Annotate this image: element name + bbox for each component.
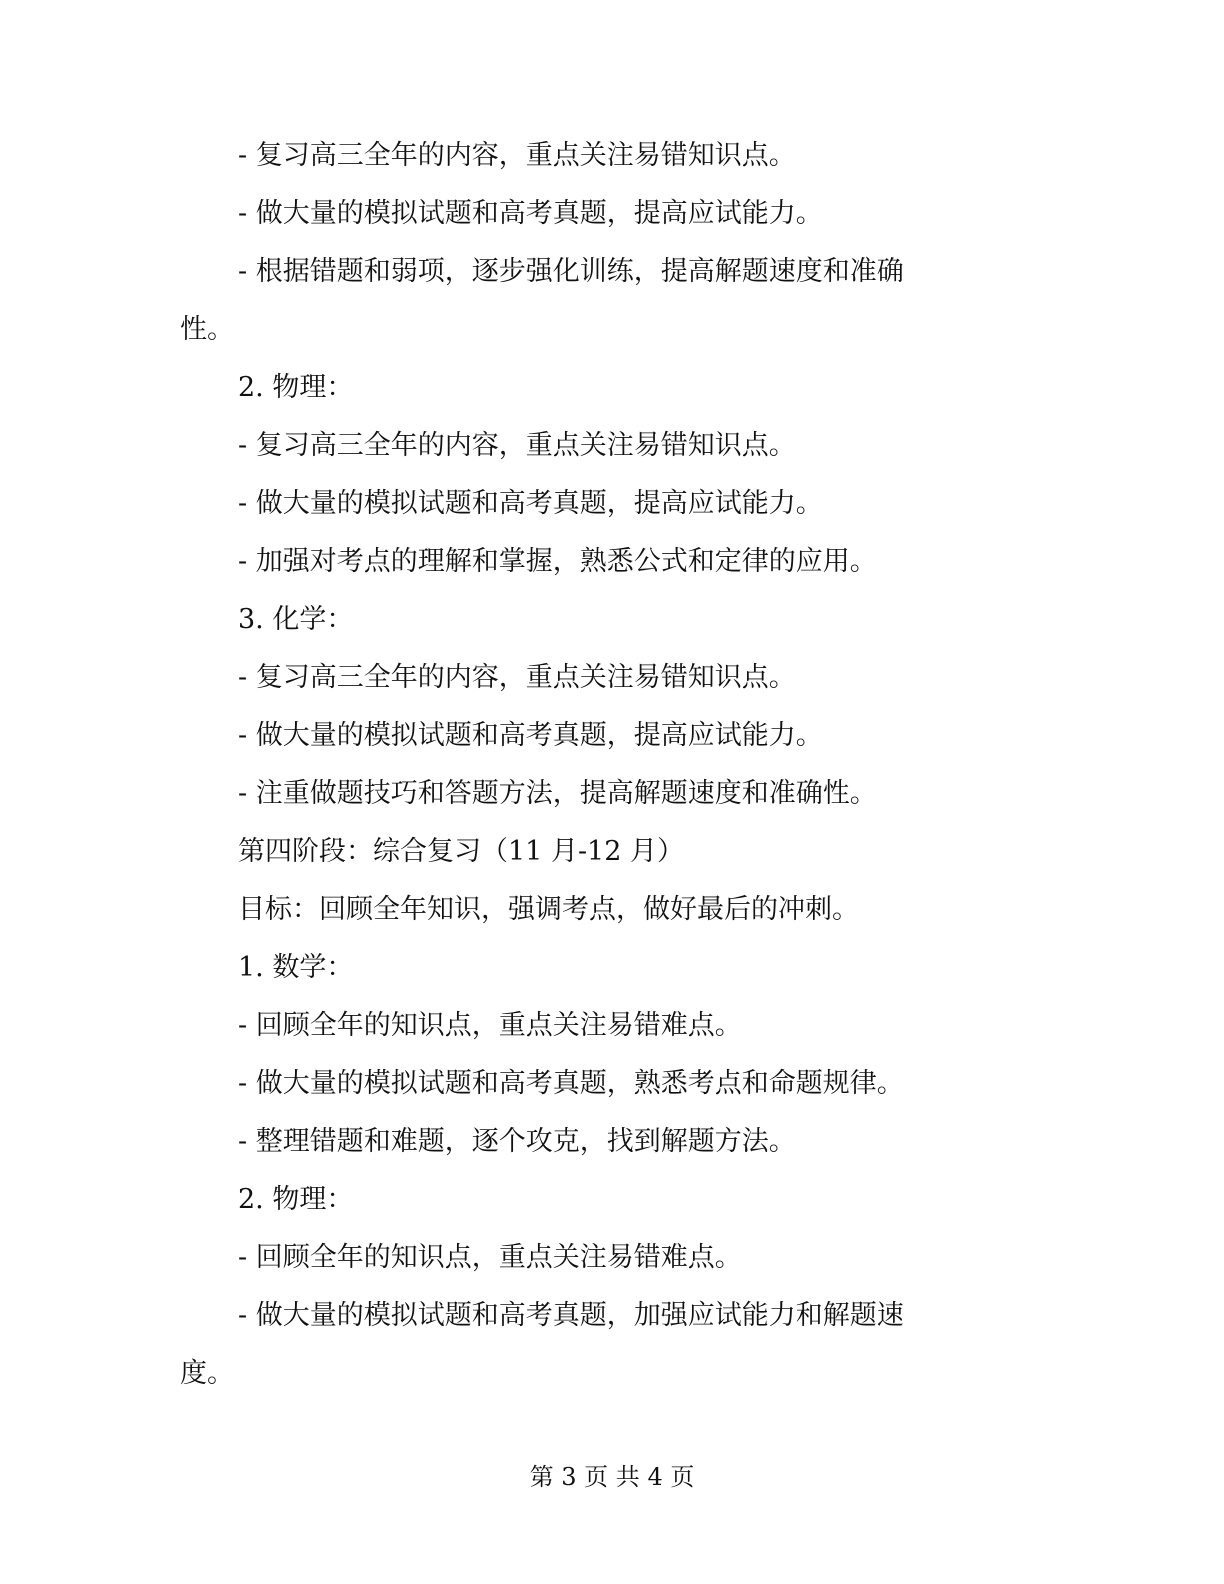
stage-heading: 第四阶段：综合复习（11 月-12 月） bbox=[238, 836, 685, 867]
bullet-line: - 复习高三全年的内容，重点关注易错知识点。 bbox=[238, 662, 796, 693]
bullet-line: - 做大量的模拟试题和高考真题，熟悉考点和命题规律。 bbox=[238, 1068, 904, 1099]
document-body bbox=[180, 127, 990, 1403]
bullet-line: - 回顾全年的知识点，重点关注易错难点。 bbox=[238, 1010, 742, 1041]
bullet-line: - 回顾全年的知识点，重点关注易错难点。 bbox=[238, 1242, 742, 1273]
bullet-line-continuation: 性。 bbox=[180, 314, 234, 345]
subject-heading: 2. 物理： bbox=[238, 372, 354, 403]
subject-heading: 1. 数学： bbox=[238, 952, 354, 983]
bullet-line: - 加强对考点的理解和掌握，熟悉公式和定律的应用。 bbox=[238, 546, 877, 577]
bullet-line-continuation: 度。 bbox=[180, 1358, 234, 1389]
bullet-line: - 注重做题技巧和答题方法，提高解题速度和准确性。 bbox=[238, 778, 877, 809]
bullet-line: - 做大量的模拟试题和高考真题，提高应试能力。 bbox=[238, 488, 823, 519]
bullet-line: - 做大量的模拟试题和高考真题，加强应试能力和解题速 bbox=[238, 1300, 904, 1331]
stage-goal: 目标：回顾全年知识，强调考点，做好最后的冲刺。 bbox=[238, 894, 859, 925]
bullet-line: - 做大量的模拟试题和高考真题，提高应试能力。 bbox=[238, 720, 823, 751]
page-footer: 第 3 页 共 4 页 bbox=[529, 1463, 695, 1491]
bullet-line: - 复习高三全年的内容，重点关注易错知识点。 bbox=[238, 430, 796, 461]
bullet-line: - 做大量的模拟试题和高考真题，提高应试能力。 bbox=[238, 198, 823, 229]
subject-heading: 2. 物理： bbox=[238, 1184, 354, 1215]
subject-heading: 3. 化学： bbox=[238, 604, 354, 635]
bullet-line: - 根据错题和弱项，逐步强化训练，提高解题速度和准确 bbox=[238, 256, 904, 287]
bullet-line: - 复习高三全年的内容，重点关注易错知识点。 bbox=[238, 140, 796, 171]
bullet-line: - 整理错题和难题，逐个攻克，找到解题方法。 bbox=[238, 1126, 796, 1157]
